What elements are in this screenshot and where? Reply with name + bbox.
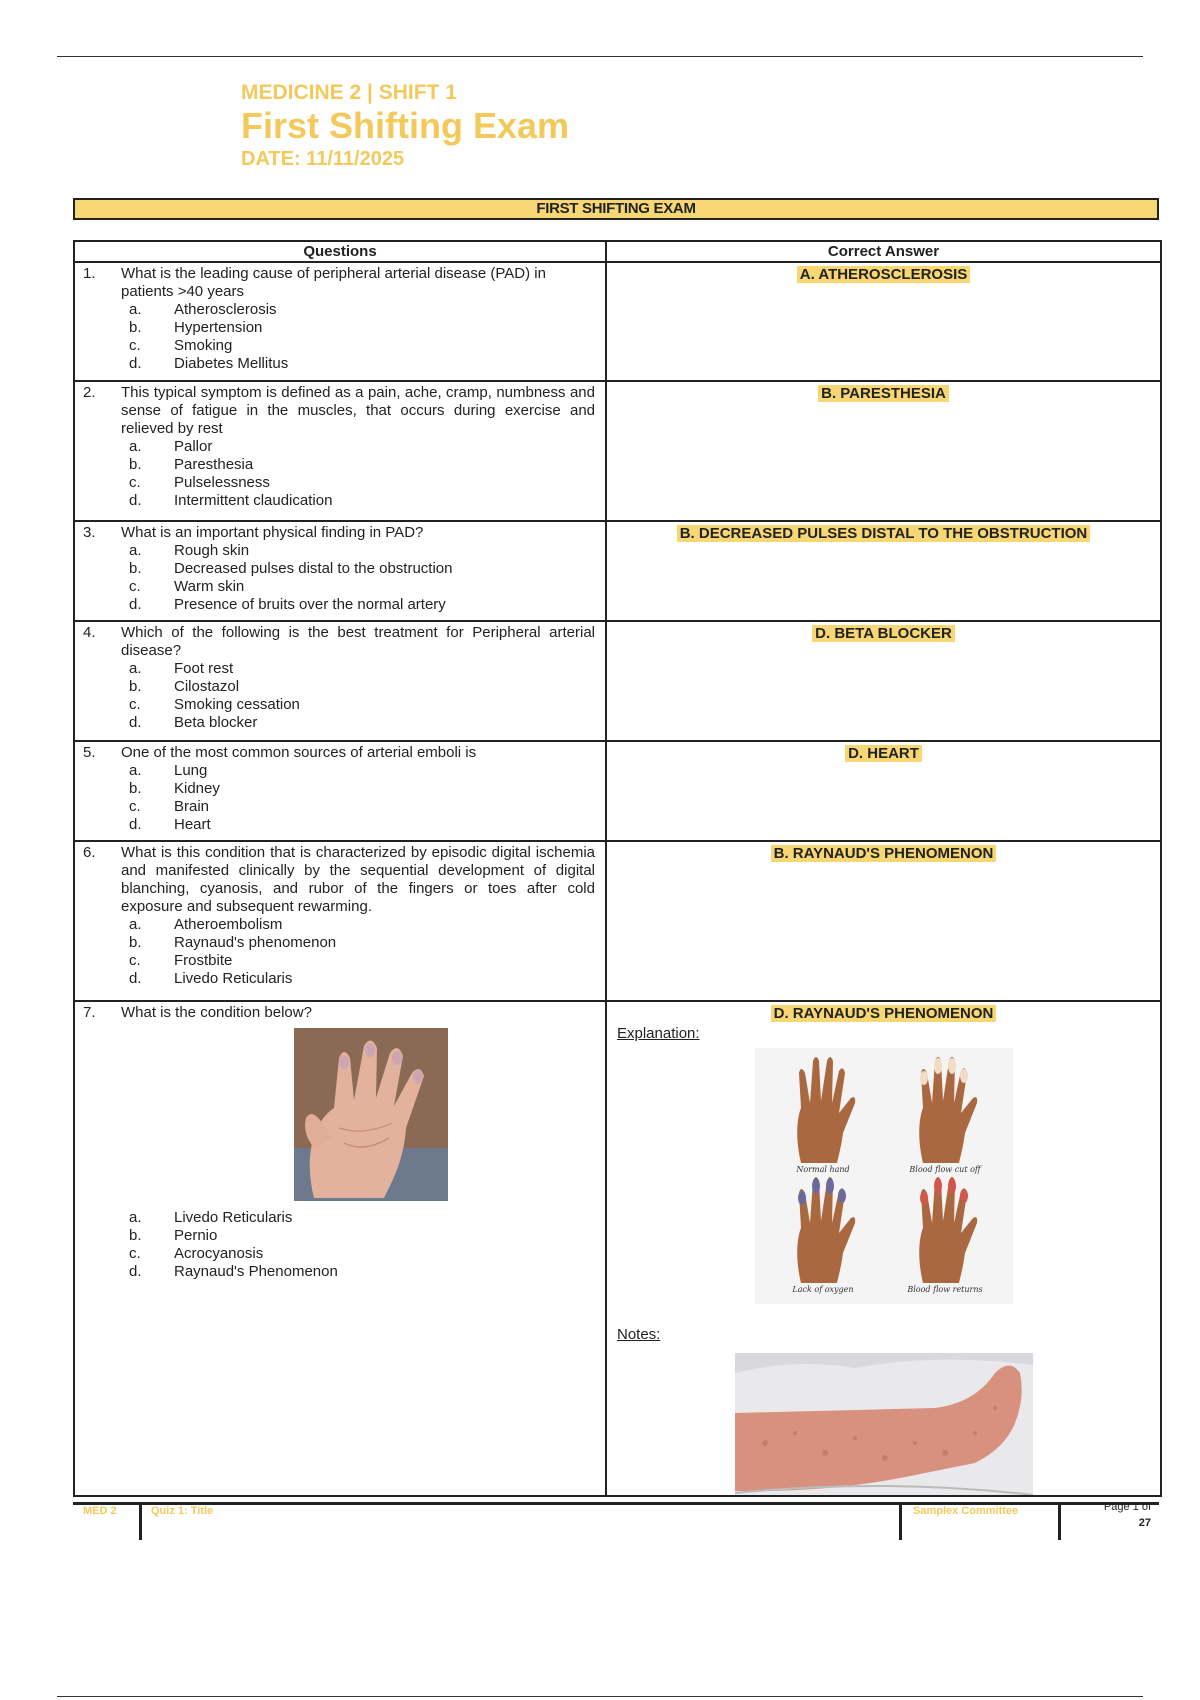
footer-divider (139, 1505, 142, 1540)
page-number (1104, 1499, 1151, 1531)
option-item: b. Paresthesia (129, 456, 254, 473)
table-row (74, 741, 1161, 841)
correct-answer: B. PARESTHESIA (818, 385, 949, 402)
question-text: What is an important physical finding in PAD? (121, 524, 424, 541)
option-item: d. Beta blocker (129, 714, 258, 731)
question-number: 5. (83, 744, 96, 761)
table-row (74, 381, 1161, 521)
question-number: 6. (83, 844, 96, 861)
footer-divider (899, 1505, 902, 1540)
option-item: c. Smoking cessation (129, 696, 300, 713)
questions-header: Questions (74, 241, 606, 262)
option-item: d. Heart (129, 816, 211, 833)
question-text: What is the condition below? (121, 1004, 312, 1021)
question-text: What is the leading cause of peripheral arterial disease (PAD) in patients >40 years (121, 265, 546, 300)
notes-label: Notes: (617, 1326, 661, 1343)
page-total: 27 (1138, 1517, 1151, 1529)
exam-title: First Shifting Exam (241, 105, 570, 146)
hand-photo (294, 1028, 448, 1201)
caption-blood-flow-returns: Blood flow returns (907, 1285, 983, 1294)
option-item: b. Decreased pulses distal to the obstruction (129, 560, 453, 577)
option-item: c. Pulselessness (129, 474, 270, 491)
question-cell (74, 621, 606, 741)
questions-table (73, 240, 1162, 1497)
question-cell (74, 841, 606, 1001)
normal-hand-figure (797, 1057, 855, 1163)
table-header-row (74, 241, 1161, 262)
answer-cell (606, 741, 1161, 841)
option-item: a. Livedo Reticularis (129, 1209, 293, 1226)
question-text: This typical symptom is defined as a pain, ache, cramp, numbness and sense of fatigue in the muscles, that occurs during exercise and relieved by rest (121, 384, 595, 437)
question-number: 1. (83, 265, 96, 282)
table-row (74, 621, 1161, 741)
question-text: Which of the following is the best treatment for Peripheral arterial disease? (121, 624, 595, 659)
answer-header: Correct Answer (606, 241, 1161, 262)
answer-cell (606, 521, 1161, 621)
answer-cell (606, 1001, 1161, 1496)
question-cell (74, 741, 606, 841)
footer-divider (1058, 1505, 1061, 1540)
option-item: c. Frostbite (129, 952, 233, 969)
caption-blood-flow-cut-off: Blood flow cut off (909, 1165, 981, 1174)
answer-cell (606, 381, 1161, 521)
explanation-label: Explanation: (617, 1025, 700, 1042)
document-header (241, 80, 569, 172)
page-footer (73, 1502, 1159, 1541)
option-item: a. Lung (129, 762, 208, 779)
option-item: a. Atheroembolism (129, 916, 283, 933)
option-item: a. Foot rest (129, 660, 234, 677)
option-item: b. Pernio (129, 1227, 218, 1244)
question-cell (74, 381, 606, 521)
section-banner: FIRST SHIFTING EXAM (73, 198, 1159, 220)
question-number: 3. (83, 524, 96, 541)
table-row (74, 841, 1161, 1001)
option-item: b. Cilostazol (129, 678, 240, 695)
option-item: d. Livedo Reticularis (129, 970, 293, 987)
course-label: MEDICINE 2 | SHIFT 1 (241, 81, 457, 104)
answer-cell (606, 621, 1161, 741)
option-item: d. Presence of bruits over the normal artery (129, 596, 446, 613)
table-row (74, 262, 1161, 381)
bottom-rule (57, 1696, 1143, 1697)
question-text: What is this condition that is characterized by episodic digital ischemia and manifested clinically by the sequential development of digital blanching, cyanosis, and rubor of the fingers or toes after cold exposure and subsequent rewarming. (121, 844, 595, 915)
table-row (74, 1001, 1161, 1496)
question-number: 7. (83, 1004, 96, 1021)
caption-lack-of-oxygen: Lack of oxygen (792, 1285, 854, 1294)
option-item: c. Warm skin (129, 578, 245, 595)
option-item: b. Kidney (129, 780, 220, 797)
option-item: a. Atherosclerosis (129, 301, 277, 318)
question-cell (74, 521, 606, 621)
option-item: d. Raynaud's Phenomenon (129, 1263, 338, 1280)
option-item: a. Rough skin (129, 542, 250, 559)
raynaud-stages-diagram (755, 1048, 1013, 1304)
option-item: b. Hypertension (129, 319, 263, 336)
option-item: d. Intermittent claudication (129, 492, 333, 509)
correct-answer: A. ATHEROSCLEROSIS (797, 266, 971, 283)
top-rule (57, 56, 1143, 57)
exam-date: DATE: 11/11/2025 (241, 148, 405, 170)
leg-photo (735, 1353, 1033, 1495)
option-item: c. Acrocyanosis (129, 1245, 264, 1262)
correct-answer: D. HEART (845, 745, 922, 762)
option-item: c. Brain (129, 798, 210, 815)
option-item: d. Diabetes Mellitus (129, 355, 289, 372)
correct-answer: D. BETA BLOCKER (812, 625, 955, 642)
option-item: b. Raynaud's phenomenon (129, 934, 337, 951)
page-label: Page 1 of (1103, 1501, 1151, 1513)
correct-answer: D. RAYNAUD'S PHENOMENON (771, 1005, 997, 1022)
question-text: One of the most common sources of arterial emboli is (121, 744, 477, 761)
option-item: a. Pallor (129, 438, 213, 455)
table-row (74, 521, 1161, 621)
answer-cell (606, 262, 1161, 381)
question-cell (74, 1001, 606, 1496)
correct-answer: B. DECREASED PULSES DISTAL TO THE OBSTRUCTION (677, 525, 1091, 542)
footer-course: MED 2 (83, 1505, 117, 1517)
question-number: 2. (83, 384, 96, 401)
correct-answer: B. RAYNAUD'S PHENOMENON (771, 845, 997, 862)
footer-quiz-title: Quiz 1: Title (151, 1505, 214, 1517)
answer-cell (606, 841, 1161, 1001)
footer-committee: Samplex Committee (913, 1505, 1019, 1517)
question-number: 4. (83, 624, 96, 641)
question-cell (74, 262, 606, 381)
option-item: c. Smoking (129, 337, 233, 354)
caption-normal-hand: Normal hand (796, 1165, 850, 1174)
